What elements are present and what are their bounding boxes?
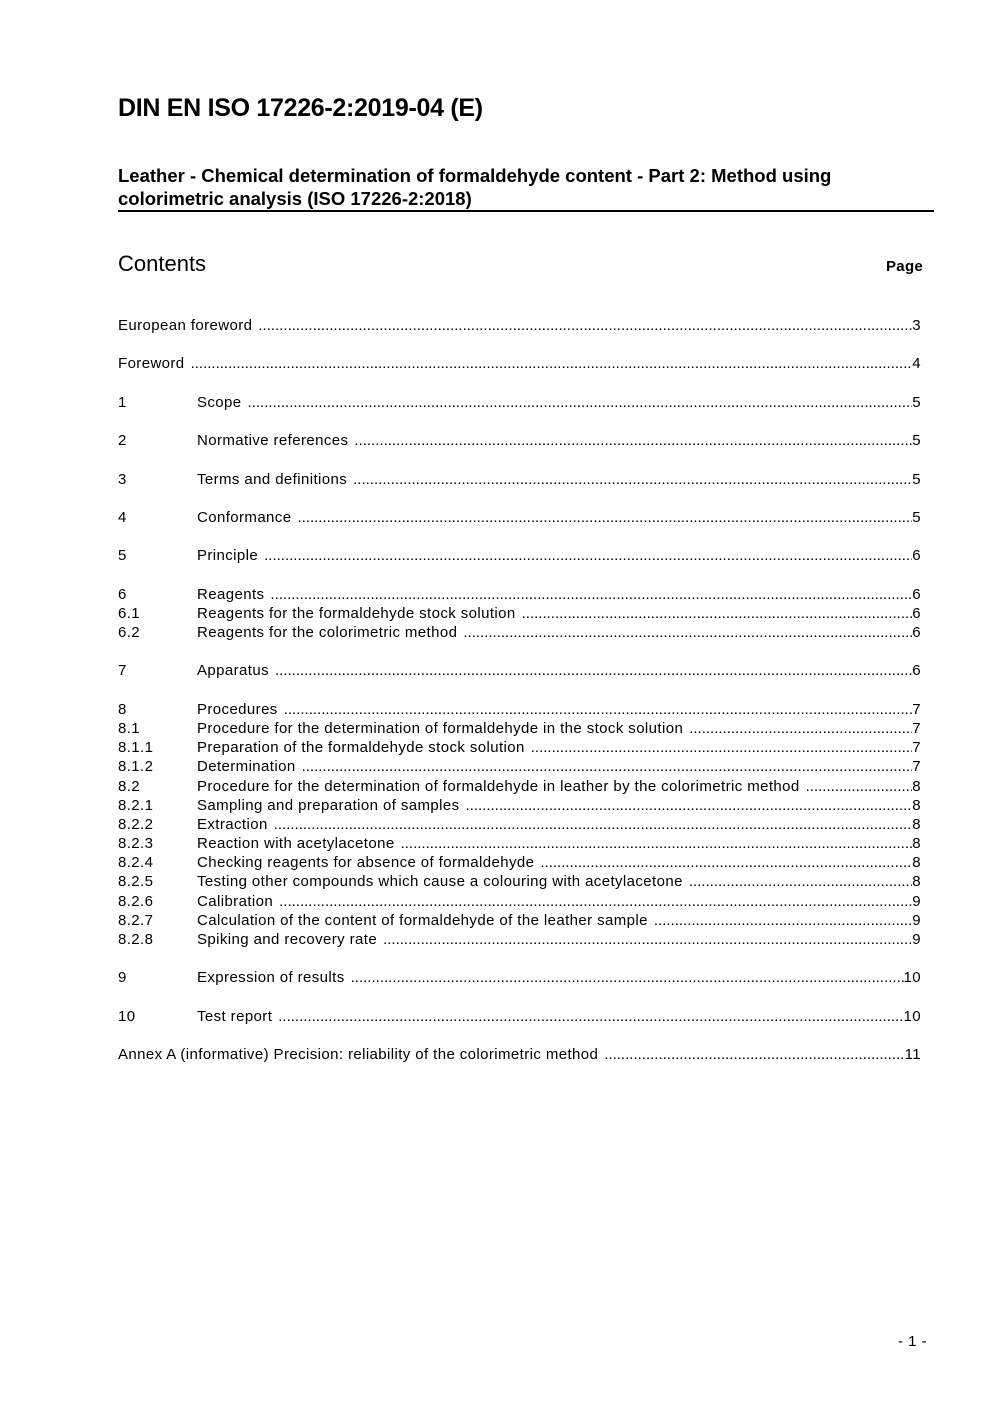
toc-entry-number: 4 [118, 508, 127, 526]
toc-entry-page: 6 [912, 662, 921, 680]
toc-entry-label: Foreword [118, 355, 185, 373]
toc-entry-page: 7 [912, 758, 921, 776]
toc-entry-label: Reagents for the colorimetric method [197, 624, 458, 641]
toc-leader-dots [534, 853, 912, 872]
toc-leader-dots [272, 1007, 903, 1026]
toc-entry-label: Terms and definitions [197, 470, 348, 488]
toc-leader-dots [258, 546, 912, 565]
toc-leader-dots [291, 508, 912, 527]
toc-entry-label: Conformance [197, 508, 292, 526]
toc-leader-dots [278, 700, 913, 719]
toc-entry-label: Procedure for the determination of formaldehyde in leather by the colorimetric method [197, 777, 800, 795]
toc-entry[interactable] [118, 872, 921, 891]
title-rule [118, 210, 934, 212]
toc-entry[interactable] [118, 834, 921, 853]
toc-leader-dots [516, 604, 913, 623]
toc-leader-dots [273, 892, 912, 911]
toc-leader-dots [264, 585, 912, 604]
toc-entry-label: Extraction [197, 815, 268, 833]
toc-entry-line [197, 585, 921, 604]
toc-entry-number: 8.1.1 [118, 739, 154, 757]
toc-entry-line [197, 1007, 921, 1026]
toc-entry[interactable] [118, 546, 921, 565]
toc-leader-dots [185, 354, 913, 373]
toc-entry-label: Reagents for the formaldehyde stock solution [197, 604, 516, 622]
toc-entry[interactable] [118, 1045, 921, 1064]
toc-leader-dots [252, 316, 912, 335]
toc-entry-line [197, 815, 921, 834]
toc-entry-line [197, 719, 921, 738]
toc-entry-number: 8.2.3 [118, 835, 154, 853]
toc-entry-line [197, 700, 921, 719]
toc-entry-label: Test report [197, 1007, 273, 1025]
toc-leader-dots [296, 757, 913, 776]
contents-heading: Contents [118, 251, 207, 276]
toc-entry-page: 6 [912, 585, 921, 603]
toc-entry-number: 6.1 [118, 604, 141, 622]
toc-entry[interactable] [118, 623, 921, 642]
toc-entry-number: 8.2.1 [118, 796, 154, 814]
toc-entry-page: 5 [912, 508, 921, 526]
toc-entry-number: 7 [118, 662, 127, 680]
page-number: - 1 - [898, 1333, 928, 1350]
toc-leader-dots [525, 738, 913, 757]
toc-entry-number: 8.2.5 [118, 873, 154, 891]
toc-leader-dots [269, 661, 912, 680]
toc-entry-page: 5 [912, 393, 921, 411]
toc-entry-label: Preparation of the formaldehyde stock solution [197, 739, 525, 757]
toc-entry-number: 6.2 [118, 624, 141, 641]
toc-entry-number: 5 [118, 547, 127, 565]
toc-entry[interactable] [118, 354, 921, 373]
toc-entry-line [197, 892, 921, 911]
toc-entry[interactable] [118, 796, 921, 815]
toc-entry-line [197, 393, 921, 412]
toc-entry-page: 7 [912, 700, 921, 718]
toc-entry-line [197, 930, 921, 949]
document-subtitle: Leather - Chemical determination of formaldehyde content - Part 2: Method using colorimetric analysis (ISO 17226-2:2018) [118, 165, 832, 209]
toc-entry-label: Reaction with acetylacetone [197, 835, 395, 853]
toc-entry[interactable] [118, 585, 921, 604]
toc-entry-page: 8 [912, 854, 921, 872]
toc-entry[interactable] [118, 316, 921, 335]
toc-entry-number: 8.2.2 [118, 815, 154, 833]
page-column-heading: Page [886, 258, 924, 275]
toc-entry[interactable] [118, 604, 921, 623]
toc-entry-number: 2 [118, 432, 127, 450]
toc-entry-label: Testing other compounds which cause a colouring with acetylacetone [197, 873, 683, 891]
toc-entry-page: 10 [903, 969, 921, 987]
toc-entry-line [197, 604, 921, 623]
toc-entry-label: Procedure for the determination of formaldehyde in the stock solution [197, 719, 684, 737]
toc-entry-page: 7 [912, 739, 921, 757]
toc-entry[interactable] [118, 911, 921, 930]
toc-entry-line [197, 470, 921, 489]
toc-entry-label: Apparatus [197, 662, 269, 680]
toc-entry[interactable] [118, 661, 921, 680]
toc-entry-label: Calculation of the content of formaldehyde of the leather sample [197, 911, 648, 929]
toc-entry-line [197, 661, 921, 680]
toc-entry[interactable] [118, 431, 921, 450]
toc-entry-page: 3 [912, 317, 921, 334]
toc-entry-line [197, 834, 921, 853]
toc-entry-line [197, 546, 921, 565]
toc-entry[interactable] [118, 777, 921, 796]
toc-entry-page: 8 [912, 835, 921, 853]
toc-entry-line [197, 853, 921, 872]
toc-entry-number: 3 [118, 470, 127, 488]
toc-entry-line [118, 316, 921, 335]
toc-entry-line [197, 968, 921, 987]
toc-entry[interactable] [118, 1007, 921, 1026]
toc-leader-dots [348, 431, 912, 450]
toc-entry-line [197, 508, 921, 527]
toc-entry-line [197, 777, 921, 796]
toc-entry-number: 8.2.7 [118, 911, 154, 929]
toc-entry-page: 11 [904, 1046, 921, 1064]
toc-entry-label: European foreword [118, 317, 253, 334]
toc-entry-line [197, 796, 921, 815]
toc-entry-page: 8 [912, 796, 921, 814]
toc-entry-line [118, 354, 921, 373]
toc-entry-label: Calibration [197, 892, 274, 910]
toc-leader-dots [395, 834, 913, 853]
toc-entry-page: 9 [912, 931, 921, 948]
toc-entry-number: 8.1.2 [118, 758, 154, 776]
toc-entry-label: Principle [197, 547, 259, 565]
toc-entry-line [197, 431, 921, 450]
toc-leader-dots [598, 1045, 904, 1064]
toc-entry-number: 8.2 [118, 777, 141, 795]
toc-entry-label: Determination [197, 758, 296, 776]
document-title: DIN EN ISO 17226-2:2019-04 (E) [118, 94, 483, 122]
toc-entry-page: 9 [912, 892, 921, 910]
toc-entry-number: 9 [118, 969, 127, 987]
toc-entry-line [197, 911, 921, 930]
toc-entry[interactable] [118, 815, 921, 834]
toc-entry-line [197, 872, 921, 891]
toc-entry-line [197, 738, 921, 757]
toc-entry[interactable] [118, 892, 921, 911]
toc-entry-page: 8 [912, 777, 921, 795]
toc-entry-number: 10 [118, 1007, 136, 1025]
toc-entry[interactable] [118, 719, 921, 738]
toc-leader-dots [457, 623, 912, 642]
toc-entry-number: 8.2.4 [118, 854, 154, 872]
toc-entry-page: 6 [912, 604, 921, 622]
toc-entry-number: 6 [118, 585, 127, 603]
toc-entry-label: Checking reagents for absence of formaldehyde [197, 854, 535, 872]
toc-entry[interactable] [118, 508, 921, 527]
toc-entry-number: 8.1 [118, 719, 141, 737]
toc-entry-page: 8 [912, 815, 921, 833]
toc-entry-number: 8 [118, 700, 127, 718]
toc-entry-page: 8 [912, 873, 921, 891]
toc-entry-page: 5 [912, 432, 921, 450]
toc-entry-page: 7 [912, 719, 921, 737]
toc-leader-dots [268, 815, 913, 834]
toc-entry-number: 1 [118, 393, 127, 411]
toc-entry[interactable] [118, 738, 921, 757]
toc-entry[interactable] [118, 853, 921, 872]
toc-entry-page: 9 [912, 911, 921, 929]
toc-entry-line [197, 623, 921, 642]
toc-entry-label: Sampling and preparation of samples [197, 796, 460, 814]
toc-leader-dots [683, 872, 912, 891]
toc-entry-page: 6 [912, 624, 921, 641]
toc-entry-label: Procedures [197, 700, 278, 718]
toc-entry[interactable] [118, 968, 921, 987]
toc-entry-label: Annex A (informative) Precision: reliability of the colorimetric method [118, 1046, 599, 1064]
toc-leader-dots [347, 470, 912, 489]
toc-entry-page: 6 [912, 547, 921, 565]
toc-entry[interactable] [118, 930, 921, 949]
toc-entry-page: 5 [912, 470, 921, 488]
toc-entry-number: 8.2.8 [118, 931, 154, 948]
table-of-contents [118, 316, 921, 1064]
toc-leader-dots [459, 796, 912, 815]
toc-entry-label: Scope [197, 393, 242, 411]
toc-entry[interactable] [118, 393, 921, 412]
toc-leader-dots [683, 719, 912, 738]
toc-entry[interactable] [118, 700, 921, 719]
toc-leader-dots [377, 930, 912, 949]
toc-entry-page: 4 [912, 355, 921, 373]
toc-entry-label: Expression of results [197, 969, 345, 987]
toc-leader-dots [345, 968, 904, 987]
toc-entry-line [197, 757, 921, 776]
toc-entry[interactable] [118, 757, 921, 776]
toc-leader-dots [800, 777, 913, 796]
toc-entry-label: Normative references [197, 432, 349, 450]
toc-entry[interactable] [118, 470, 921, 489]
toc-leader-dots [648, 911, 912, 930]
toc-entry-label: Reagents [197, 585, 265, 603]
toc-entry-number: 8.2.6 [118, 892, 154, 910]
toc-entry-label: Spiking and recovery rate [197, 931, 378, 948]
toc-leader-dots [242, 393, 913, 412]
toc-entry-line [118, 1045, 921, 1064]
toc-entry-page: 10 [903, 1007, 921, 1025]
